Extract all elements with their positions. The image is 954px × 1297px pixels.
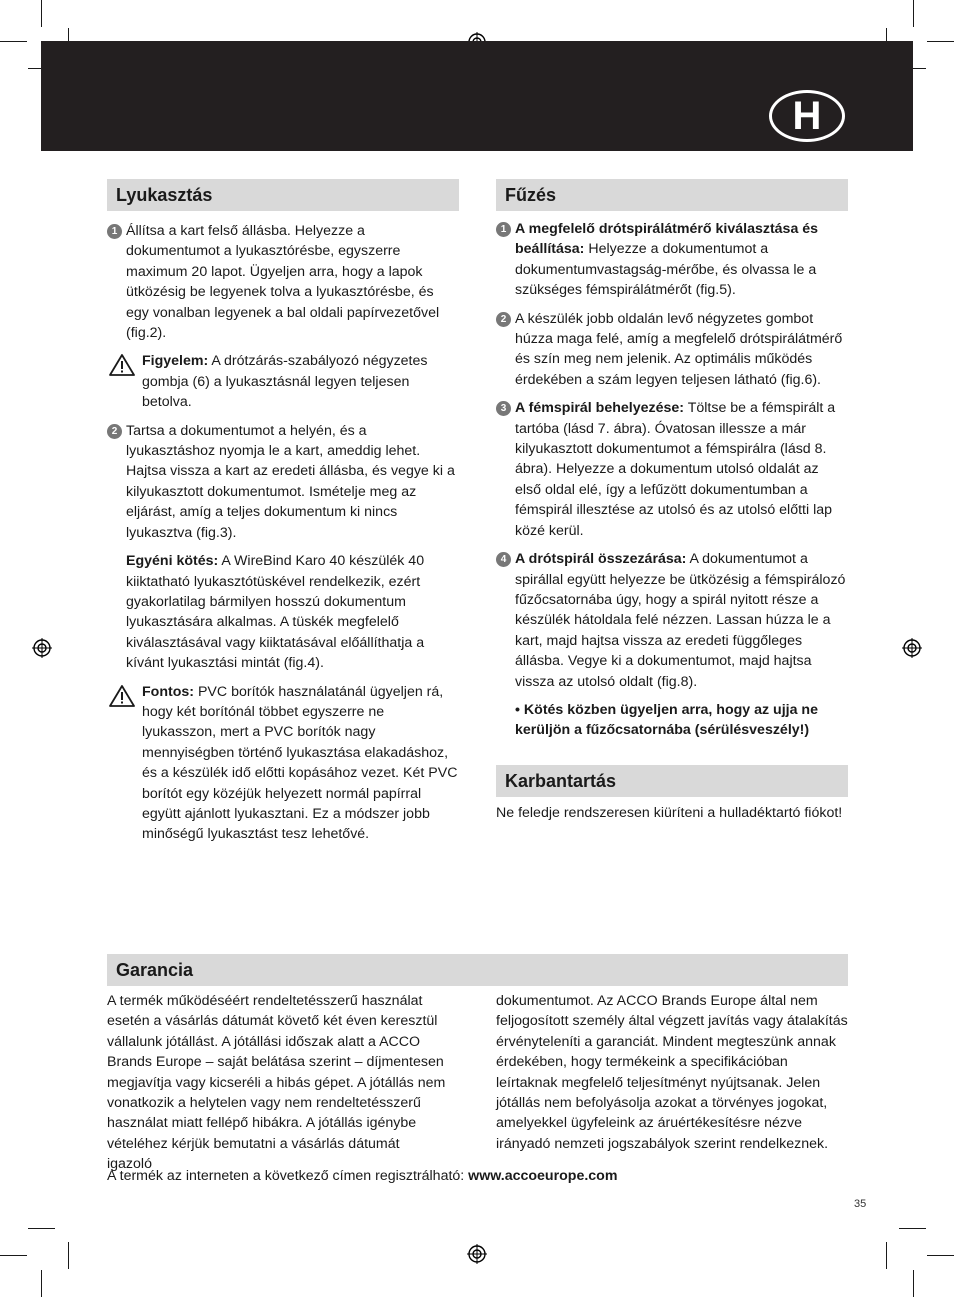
step-text	[515, 549, 848, 692]
registration-mark-icon	[32, 638, 52, 658]
warranty-text: A termék működéséért rendeltetésszerű használat esetén a vásárlás dátumát követő két éven keresztül vállalunk jótállást. A jótállási időszak alatt a ACCO Brands Europe – saját belátása szerint – díjmentesen megjavítja vagy kicseréli a hibás gépet. A jótállás nem vonatkozik a helytelen vagy nem rendeltetésszerű használat miatt fellépő hibákra. A jótállás igénybe vételéhez kérjük bemutatni a vásárlás dátumát igazoló	[107, 993, 446, 1173]
step-item	[496, 549, 848, 692]
step-item	[496, 309, 848, 391]
crop-mark	[927, 41, 954, 42]
warning-body: PVC borítók használatánál ügyeljen rá, hogy két borítónál többet egyszerre ne lyukasszon, mert a PVC borítók nagy mennyiségben történő lyukasztása elakadáshoz, és a készülék idő előtti kopásához vezet. Két PVC borítót egy közéjük helyezett normál papírral együtt ajánlott lyukasztani. Ez a módszer jobb minőségű lyukasztást tesz lehetővé.	[142, 683, 458, 843]
warning-text	[142, 682, 459, 845]
warning-icon	[109, 685, 135, 707]
step-item	[107, 221, 459, 343]
step-body: Töltse be a fémspirált a tartóba (lásd 7. ábra). Óvatosan illessze a már kilyukasztott dokumentumot a fémspirálra (lásd 8. ábra). Helyezze a dokumentum utolsó oldalát az első oldal elé, így a lefűzött dokumentumban a fémspirál illesztése az utolsó és az utolsó előtti lap közé kerül.	[515, 400, 836, 539]
section-heading: Fűzés	[496, 179, 848, 211]
step-text: Tartsa a dokumentumot a helyén, és a lyukasztáshoz nyomja le a kart, ameddig lehet. Hajtsa vissza a kart az eredeti állásba, és vegye ki a kilyukasztott dokumentumot. Ismételje meg az eljárást, amíg a teljes dokumentum ki nincs lyukasztva (fig.3).	[126, 422, 455, 541]
step-item	[107, 421, 459, 543]
warning-body: A drótzárás-szabályozó négyzetes gombja (6) a lyukasztásnál legyen teljesen betolva.	[142, 353, 428, 411]
registration-mark-icon	[902, 638, 922, 658]
step-item	[496, 219, 848, 301]
warning-icon	[109, 354, 135, 376]
custom-binding-note	[107, 551, 459, 673]
crop-mark	[68, 1242, 69, 1269]
registration-link[interactable]: www.accoeurope.com	[468, 1168, 618, 1184]
step-text	[515, 398, 848, 541]
step-number: 3	[496, 401, 511, 416]
language-badge: H	[769, 90, 845, 142]
crop-mark	[0, 1255, 27, 1256]
step-number: 1	[107, 224, 122, 239]
step-item	[496, 398, 848, 541]
crop-mark	[913, 1270, 914, 1297]
section-heading: Lyukasztás	[107, 179, 459, 211]
step-label: A fémspirál behelyezése:	[515, 400, 685, 417]
step-body: A dokumentumot a spirállal együtt helyezze be ütközésig a fémspirálozó fűzőcsatornába úgy, hogy a spirál nyitott része a készülék hátoldala felé nézzen. Lassan húzza le a kart, majd hajtsa vissza az eredeti függőleges állásba. Vegye ki a dokumentumot, majd hajtsa vissza az utolsó oldalt (fig.8).	[515, 551, 846, 690]
warning-note	[107, 351, 459, 412]
step-body: Helyezze a dokumentumot a dokumentumvastagság-mérőbe, és olvassa le a szükséges fémspirálátmérőt (fig.5).	[515, 241, 817, 299]
garancia-section	[107, 954, 848, 986]
warning-label: Figyelem:	[142, 353, 209, 370]
crop-mark	[41, 0, 42, 27]
warning-note	[107, 682, 459, 845]
warning-text	[142, 351, 459, 412]
crop-mark	[913, 0, 914, 27]
fuzes-section	[496, 179, 848, 823]
step-number: 2	[496, 312, 511, 327]
step-label: A drótspirál összezárása:	[515, 551, 687, 568]
step-label: A megfelelő drótspirálátmérő kiválasztása és beállítása:	[515, 221, 819, 258]
crop-mark	[41, 1270, 42, 1297]
step-number: 1	[496, 222, 511, 237]
step-text: Állítsa a kart felső állásba. Helyezze a dokumentumot a lyukasztórésbe, egyszerre maximum 20 lapot. Ügyeljen arra, hogy a lapok ütközésig be legyenek tolva a lyukasztórésbe, és egy vonalban legyenek a bal oldali papírvezetővel (fig.2).	[126, 223, 440, 342]
crop-mark	[886, 1242, 887, 1269]
safety-warning: • Kötés közben ügyeljen arra, hogy az ujja ne kerüljön a fűzőcsatornába (sérülésveszély!)	[515, 701, 818, 739]
registration-text	[107, 1166, 848, 1186]
crop-mark	[0, 41, 27, 42]
custom-binding-body: A WireBind Karo 40 készülék 40 kiiktatható lyukasztótüskével rendelkezik, ezért gyakorlatilag bármilyen hosszú dokumentum lyukasztására alkalmas. A tüskék megfelelő kiválasztásával vagy kiiktatásával előállíthatja a kívánt lyukasztási mintát (fig.4).	[126, 553, 425, 672]
page-number: 35	[854, 1198, 867, 1210]
garancia-right-column	[496, 991, 848, 1154]
section-heading: Garancia	[107, 954, 848, 986]
warning-label: Fontos:	[142, 683, 195, 700]
step-text: A készülék jobb oldalán levő négyzetes gombot húzza maga felé, amíg a megfelelő drótspirálátmérő és szín meg nem jelenik. Az optimális működés érdekében a szám legyen teljesen látható (fig.6).	[515, 310, 843, 388]
garancia-left-column	[107, 991, 447, 1175]
registration-mark-icon	[467, 1244, 487, 1264]
step-number: 4	[496, 552, 511, 567]
section-heading: Karbantartás	[496, 765, 848, 797]
registration-line	[107, 1166, 848, 1186]
maintenance-text: Ne feledje rendszeresen kiüríteni a hulladéktartó fiókot!	[496, 804, 843, 821]
registration-label: A termék az interneten a következő címen regisztrálható:	[107, 1168, 469, 1184]
lyukasztas-section	[107, 179, 459, 845]
step-number: 2	[107, 424, 122, 439]
warranty-text: dokumentumot. Az ACCO Brands Europe által nem feljogosított személy által végzett javítás vagy átalakítás érvényteleníti a garanciát. Mindent megteszünk annak érdekében, hogy termékeink a specifikációban leírtaknak megfelelő teljesítményt nyújtsanak. Jelen jótállás nem befolyásolja azokat a törvényes jogokat, amelyekkel ügyfeleink az áruértékesítésre nézve irányadó nemzeti jogszabályok szerint rendelkeznek.	[496, 993, 848, 1152]
crop-mark	[927, 1255, 954, 1256]
crop-mark	[28, 1228, 55, 1229]
step-text	[515, 219, 848, 301]
crop-mark	[899, 1228, 926, 1229]
custom-binding-label: Egyéni kötés:	[126, 553, 219, 570]
